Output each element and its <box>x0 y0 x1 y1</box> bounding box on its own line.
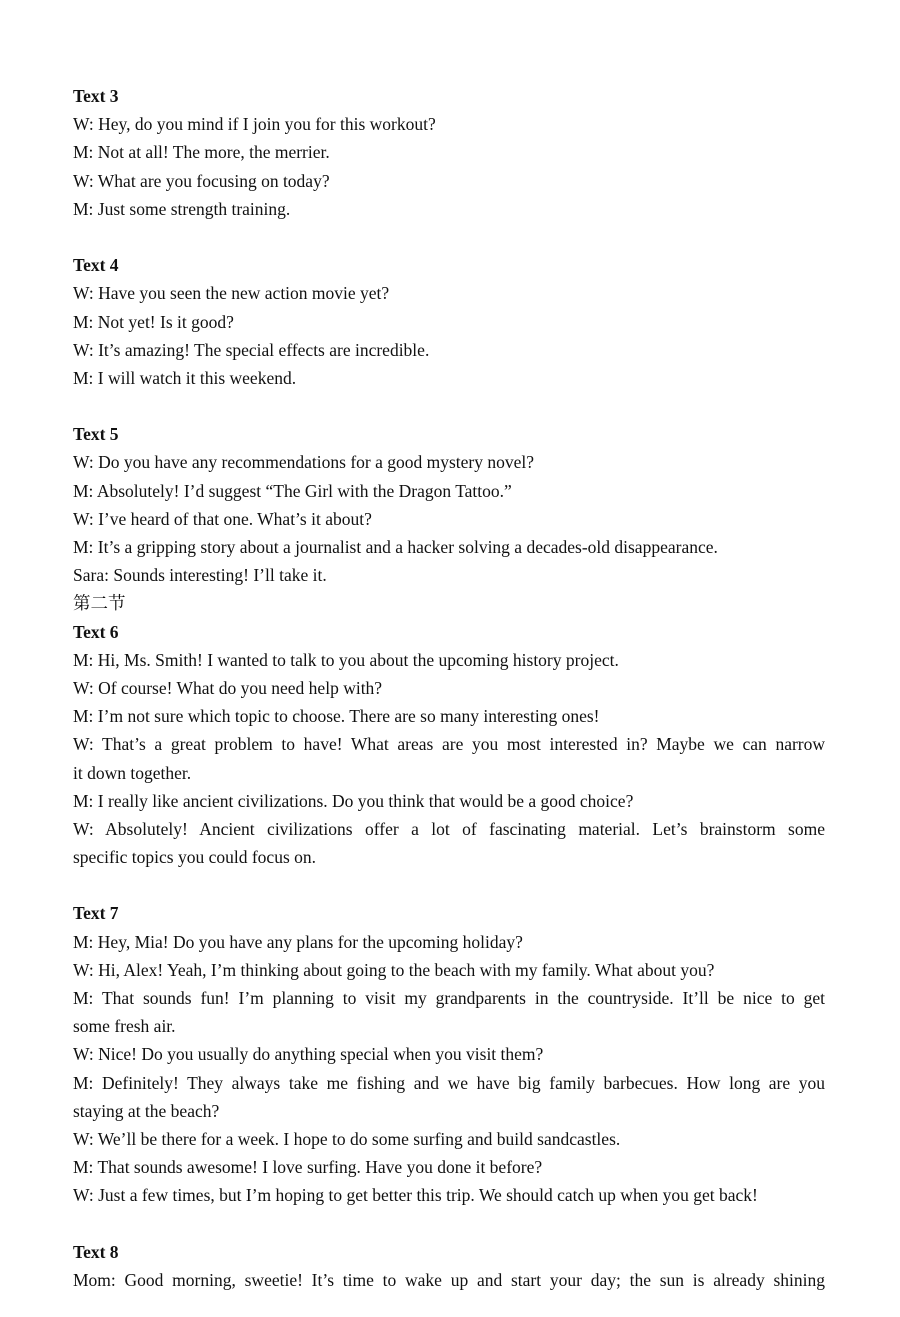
dialogue-line: W: It’s amazing! The special effects are incredible. <box>73 339 430 360</box>
text-heading: Text 7 <box>73 903 119 924</box>
text-heading: Text 6 <box>73 621 119 642</box>
text-heading: Text 8 <box>73 1241 119 1262</box>
section-title: 第二节 <box>73 593 126 614</box>
dialogue-line: W: What are you focusing on today? <box>73 170 330 191</box>
dialogue-line: W: I’ve heard of that one. What’s it about? <box>73 508 372 529</box>
dialogue-line: some fresh air. <box>73 1016 176 1037</box>
dialogue-line: M: It’s a gripping story about a journalist and a hacker solving a decades-old disappearance. <box>73 537 718 557</box>
dialogue-line: W: Have you seen the new action movie yet? <box>73 283 390 304</box>
dialogue-line: W: Of course! What do you need help with? <box>73 677 383 698</box>
text-heading: Text 5 <box>73 424 119 445</box>
dialogue-line: W: That’s a great problem to have! What areas are you most interested in? Maybe we can narrow <box>73 734 825 755</box>
dialogue-line: W: Do you have any recommendations for a good mystery novel? <box>73 452 535 473</box>
dialogue-line: M: That sounds awesome! I love surfing. Have you done it before? <box>73 1157 543 1178</box>
dialogue-line: W: Absolutely! Ancient civilizations offer a lot of fascinating material. Let’s brainstorm some <box>73 818 825 839</box>
text-heading: Text 3 <box>73 86 119 106</box>
document-page <box>73 82 825 1294</box>
blank-line <box>73 392 825 420</box>
dialogue-line: M: That sounds fun! I’m planning to visit my grandparents in the countryside. It’ll be nice to get <box>73 988 825 1008</box>
blank-line <box>73 1210 825 1238</box>
dialogue-line: M: Not yet! Is it good? <box>73 311 234 332</box>
dialogue-line: M: Not at all! The more, the merrier. <box>73 142 330 163</box>
dialogue-line: Sara: Sounds interesting! I’ll take it. <box>73 565 327 586</box>
blank-line <box>73 871 825 899</box>
dialogue-line: Mom: Good morning, sweetie! It’s time to wake up and start your day; the sun is already shining <box>73 1269 825 1290</box>
dialogue-line: W: Hi, Alex! Yeah, I’m thinking about going to the beach with my family. What about you? <box>73 959 715 980</box>
dialogue-line: M: Hi, Ms. Smith! I wanted to talk to you about the upcoming history project. <box>73 649 619 670</box>
dialogue-line: W: Hey, do you mind if I join you for this workout? <box>73 114 436 135</box>
dialogue-line: M: Just some strength training. <box>73 198 291 219</box>
dialogue-line: M: I will watch it this weekend. <box>73 367 297 388</box>
dialogue-line: M: Hey, Mia! Do you have any plans for the upcoming holiday? <box>73 931 523 952</box>
dialogue-line: M: Definitely! They always take me fishing and we have big family barbecues. How long are you <box>73 1072 825 1093</box>
dialogue-line: W: Just a few times, but I’m hoping to get better this trip. We should catch up when you get back! <box>73 1185 758 1206</box>
text-heading: Text 4 <box>73 255 119 276</box>
dialogue-line: staying at the beach? <box>73 1100 220 1121</box>
dialogue-line: W: We’ll be there for a week. I hope to do some surfing and build sandcastles. <box>73 1128 621 1149</box>
dialogue-line: W: Nice! Do you usually do anything special when you visit them? <box>73 1044 544 1065</box>
dialogue-line: specific topics you could focus on. <box>73 847 317 868</box>
dialogue-line: M: I really like ancient civilizations. Do you think that would be a good choice? <box>73 790 634 811</box>
dialogue-line: it down together. <box>73 762 192 783</box>
dialogue-line: M: I’m not sure which topic to choose. There are so many interesting ones! <box>73 706 600 727</box>
blank-line <box>73 223 825 251</box>
dialogue-line: M: Absolutely! I’d suggest “The Girl with the Dragon Tattoo.” <box>73 480 512 501</box>
